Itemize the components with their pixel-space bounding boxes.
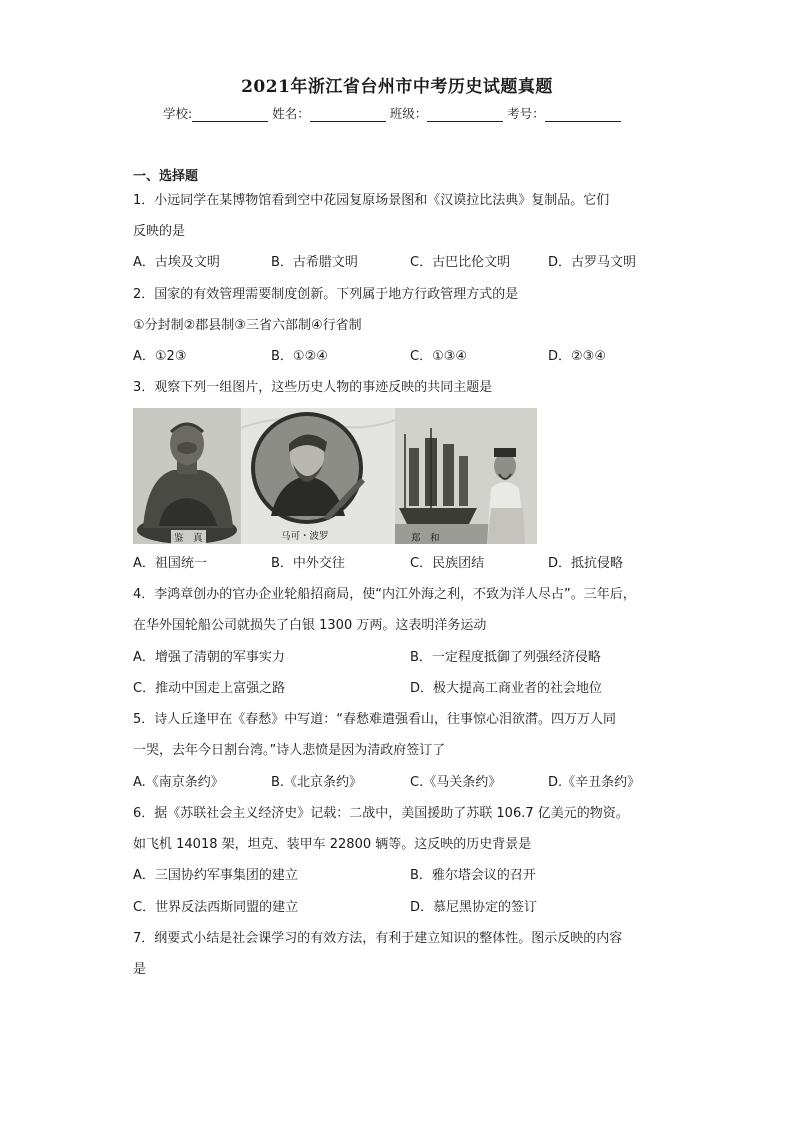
exam-no-blank — [545, 107, 621, 122]
question-2-line-2: ①分封制②郡县制③三省六部制④行省制 — [133, 318, 362, 333]
question-6-line-2: 如飞机 14018 架，坦克、装甲车 22800 辆等。这反映的历史背景是 — [133, 837, 532, 852]
question-2-option-a: A．①2③ — [133, 349, 187, 364]
question-1-line-1: 1．小远同学在某博物馆看到空中花园复原场景图和《汉谟拉比法典》复制品。它们 — [133, 193, 610, 208]
question-5-line-2: 一哭，去年今日割台湾。”诗人悲愤是因为清政府签订了 — [133, 743, 446, 758]
page-title: 2021年浙江省台州市中考历史试题真题 — [241, 77, 553, 97]
marco-polo-photo — [241, 408, 395, 544]
zheng-he-ship-image — [395, 408, 537, 544]
marco-polo-caption: 马可・波罗 — [281, 531, 329, 542]
exam-no-label: 考号： — [507, 106, 545, 121]
jianzhen-caption: 鉴 真 — [171, 530, 206, 544]
name-label: 姓名： — [272, 106, 310, 121]
historical-figures-photo-strip — [133, 408, 537, 544]
question-2-option-d: D．②③④ — [548, 349, 606, 364]
jianzhen-statue-image — [133, 408, 241, 544]
question-5-option-a: A.《南京条约》 — [133, 775, 224, 790]
question-1-option-b: B．古希腊文明 — [271, 255, 358, 270]
class-blank — [427, 107, 503, 122]
question-4-option-b: B．一定程度抵御了列强经济侵略 — [410, 650, 601, 665]
zheng-he-photo — [395, 408, 537, 544]
question-5-line-1: 5．诗人丘逢甲在《春愁》中写道：“春愁难遣强看山，往事惊心泪欲潸。四万万人同 — [133, 712, 617, 727]
question-4-option-d: D．极大提高工商业者的社会地位 — [410, 681, 603, 696]
question-4-option-a: A．增强了清朝的军事实力 — [133, 650, 285, 665]
question-6-option-b: B．雅尔塔会议的召开 — [410, 868, 536, 883]
zheng-he-caption: 郑 和 — [411, 533, 440, 544]
class-label: 班级： — [389, 106, 428, 121]
question-2-line-1: 2．国家的有效管理需要制度创新。下列属于地方行政管理方式的是 — [133, 287, 519, 302]
question-4-line-1: 4．李鸿章创办的官办企业轮船招商局，使“内江外海之利，不致为洋人尽占”。三年后， — [133, 587, 636, 602]
question-6-option-d: D．慕尼黑协定的签订 — [410, 900, 538, 915]
section-title: 一、选择题 — [133, 169, 199, 184]
question-4-option-c: C．推动中国走上富强之路 — [133, 681, 286, 696]
question-1-line-2: 反映的是 — [133, 224, 186, 239]
question-3-option-d: D．抵抗侵略 — [548, 556, 624, 571]
question-3-option-b: B．中外交往 — [271, 556, 345, 571]
question-2-option-b: B．①②④ — [271, 349, 328, 364]
question-7-line-2: 是 — [133, 962, 147, 977]
question-6-option-a: A．三国协约军事集团的建立 — [133, 868, 298, 883]
question-3-option-c: C．民族团结 — [410, 556, 485, 571]
question-5-option-b: B.《北京条约》 — [271, 775, 363, 790]
school-blank — [192, 107, 268, 122]
marco-polo-portrait-image — [241, 408, 395, 544]
school-label: 学校: — [163, 106, 193, 121]
question-4-line-2: 在华外国轮船公司就损失了白银 1300 万两。这表明洋务运动 — [133, 618, 487, 633]
question-5-option-c: C.《马关条约》 — [410, 775, 502, 790]
question-3-option-a: A．祖国统一 — [133, 556, 207, 571]
question-6-option-c: C．世界反法西斯同盟的建立 — [133, 900, 299, 915]
question-5-option-d: D.《辛丑条约》 — [548, 775, 641, 790]
student-info-row — [163, 104, 625, 122]
question-1-option-c: C．古巴比伦文明 — [410, 255, 511, 270]
name-blank — [310, 107, 386, 122]
question-1-option-d: D．古罗马文明 — [548, 255, 637, 270]
jianzhen-photo — [133, 408, 241, 544]
question-7-line-1: 7．纲要式小结是社会课学习的有效方法，有利于建立知识的整体性。图示反映的内容 — [133, 931, 623, 946]
question-2-option-c: C．①③④ — [410, 349, 468, 364]
question-1-option-a: A．古埃及文明 — [133, 255, 220, 270]
question-3-line-1: 3．观察下列一组图片，这些历史人物的事迹反映的共同主题是 — [133, 380, 493, 395]
question-6-line-1: 6．据《苏联社会主义经济史》记载：二战中，美国援助了苏联 106.7 亿美元的物资。 — [133, 806, 629, 821]
